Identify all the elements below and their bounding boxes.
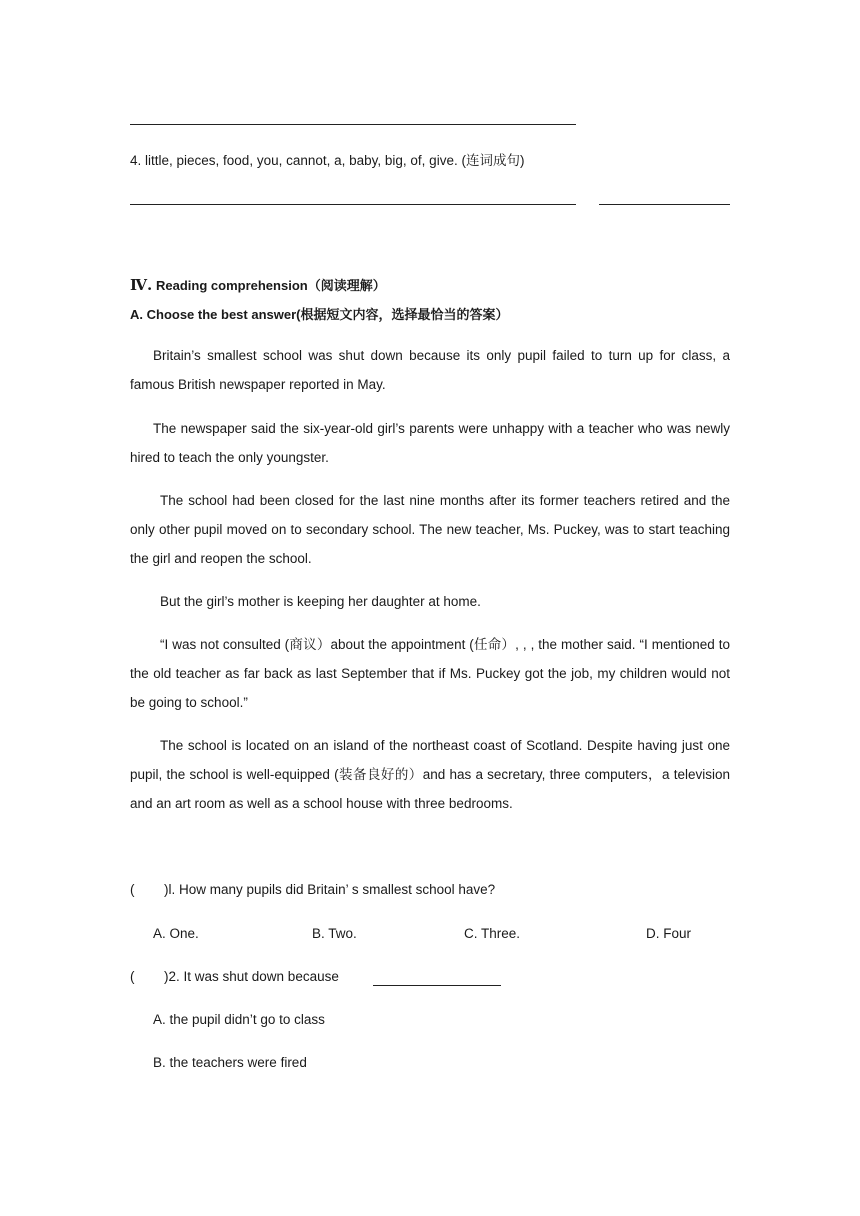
passage-paragraph-5: “I was not consulted (商议）about the appointment (任命）, , , the mother said. “I mentioned to the old teacher as far back as last September that if Ms. Puckey got the job, my children would not be going to school.” <box>130 637 730 710</box>
section-subtitle: A. Choose the best answer(根据短文内容，选择最恰当的答案） <box>130 307 509 322</box>
passage-paragraph-3: The school had been closed for the last nine months after its former teachers retired and the only other pupil moved on to secondary school. The new teacher, Ms. Puckey, was to start teaching the girl and reopen the school. <box>130 493 730 566</box>
answer-line[interactable] <box>130 124 576 125</box>
q1-paren: ( <box>130 882 135 897</box>
passage-paragraph-6: The school is located on an island of the northeast coast of Scotland. Despite having just one pupil, the school is well-equipped (装备良好的）and has a secretary, three computers，a television and an art room as well as a school house with three bedrooms. <box>130 738 730 811</box>
section-numeral: Ⅳ. <box>130 276 153 294</box>
q1-stem: )l. How many pupils did Britain’ s smallest school have? <box>164 882 496 897</box>
passage-paragraph-1: Britain’s smallest school was shut down because its only pupil failed to turn up for class, a famous British newspaper reported in May. <box>130 348 730 392</box>
q1-option-a[interactable]: A. One. <box>153 926 199 941</box>
section-title: Reading comprehension（阅读理解） <box>156 278 386 293</box>
q1-option-b[interactable]: B. Two. <box>312 926 357 941</box>
passage-paragraph-4: But the girl’s mother is keeping her daughter at home. <box>160 594 481 609</box>
answer-line[interactable] <box>599 204 730 205</box>
q2-option-a[interactable]: A. the pupil didn’t go to class <box>153 1012 325 1027</box>
answer-line[interactable] <box>130 204 576 205</box>
section-heading <box>130 275 730 294</box>
q2-paren: ( <box>130 969 135 984</box>
passage-paragraph-2: The newspaper said the six-year-old girl’s parents were unhappy with a teacher who was newly hired to teach the only youngster. <box>130 421 730 465</box>
question-4: 4. little, pieces, food, you, cannot, a, baby, big, of, give. (连词成句) <box>130 153 525 168</box>
q2-stem: )2. It was shut down because <box>164 969 339 984</box>
q2-option-b[interactable]: B. the teachers were fired <box>153 1055 307 1070</box>
q1-option-d[interactable]: D. Four <box>646 926 692 941</box>
q1-option-c[interactable]: C. Three. <box>464 926 521 941</box>
q2-answer-blank[interactable] <box>373 985 501 986</box>
